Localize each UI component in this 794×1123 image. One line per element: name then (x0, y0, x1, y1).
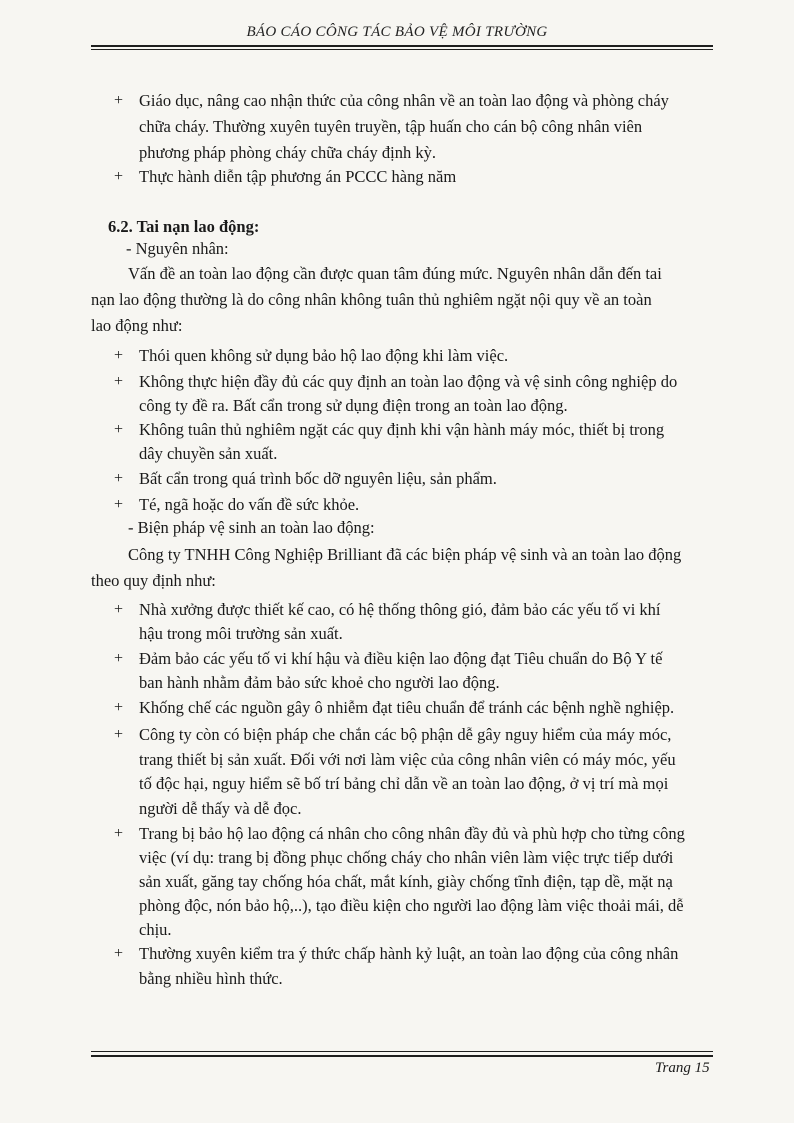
bullet-text-line: chịu. (139, 920, 172, 939)
bullet-text-line: bằng nhiều hình thức. (139, 969, 283, 988)
bullet-text-line: Thực hành diễn tập phương án PCCC hàng năm (139, 167, 457, 186)
bullet-text-line: việc (ví dụ: trang bị đồng phục chống cháy cho nhân viên làm việc trực tiếp dưới (139, 848, 674, 867)
bullet-text-line: Trang bị bảo hộ lao động cá nhân cho công nhân đầy đủ và phù hợp cho từng công (139, 824, 685, 843)
bullet-plus-icon: + (114, 699, 124, 716)
header-rule-thick (91, 45, 713, 47)
bullet-text-line: Té, ngã hoặc do vấn đề sức khỏe. (139, 495, 360, 514)
bullet-text-line: chữa cháy. Thường xuyên tuyên truyền, tập huấn cho cán bộ công nhân viên (139, 117, 643, 136)
bullet-plus-icon: + (114, 92, 124, 109)
bullet-plus-icon: + (114, 421, 124, 438)
report-header-title: BÁO CÁO CÔNG TÁC BẢO VỆ MÔI TRƯỜNG (246, 24, 548, 40)
bullet-plus-icon: + (114, 945, 124, 962)
bullet-text-line: tố độc hại, nguy hiểm sẽ bố trí bảng chỉ dẫn về an toàn lao động, ở vị trí mà mọi (139, 774, 669, 793)
bullet-text-line: phòng độc, nón bảo hộ,..), tạo điều kiện cho người lao động làm việc thoải mái, dễ (139, 896, 684, 915)
paragraph-line: Vấn đề an toàn lao động cần được quan tâm đúng mức. Nguyên nhân dẫn đến tai (128, 264, 662, 283)
footer-rule-thin (91, 1051, 713, 1052)
bullet-text-line: công ty đề ra. Bất cẩn trong sử dụng điện trong an toàn lao động. (139, 396, 568, 415)
bullet-text-line: Nhà xưởng được thiết kế cao, có hệ thống thông gió, đảm bảo các yếu tố vi khí (139, 600, 661, 619)
bullet-text-line: người dễ thấy và dễ đọc. (139, 799, 302, 818)
subsection-label-measures: - Biện pháp vệ sinh an toàn lao động: (128, 518, 375, 537)
bullet-plus-icon: + (114, 650, 124, 667)
bullet-text-line: hậu trong môi trường sản xuất. (139, 624, 343, 643)
bullet-text-line: Giáo dục, nâng cao nhận thức của công nhân về an toàn lao động và phòng cháy (139, 91, 669, 110)
bullet-text-line: trang thiết bị sản xuất. Đối với nơi làm việc của công nhân viên có máy móc, yếu (139, 750, 676, 769)
bullet-text-line: Công ty còn có biện pháp che chắn các bộ phận dễ gây nguy hiểm của máy móc, (139, 725, 672, 744)
paragraph-line: Công ty TNHH Công Nghiệp Brilliant đã các biện pháp vệ sinh và an toàn lao động (128, 545, 682, 564)
bullet-text-line: Đảm bảo các yếu tố vi khí hậu và điều kiện lao động đạt Tiêu chuẩn do Bộ Y tế (139, 649, 663, 668)
paragraph-line: theo quy định như: (91, 571, 216, 590)
bullet-plus-icon: + (114, 168, 124, 185)
bullet-plus-icon: + (114, 496, 124, 513)
page-number: Trang 15 (655, 1060, 710, 1076)
bullet-plus-icon: + (114, 347, 124, 364)
bullet-plus-icon: + (114, 825, 124, 842)
bullet-text-line: Không thực hiện đầy đủ các quy định an toàn lao động và vệ sinh công nghiệp do (139, 372, 678, 391)
paragraph-line: nạn lao động thường là do công nhân không tuân thủ nghiêm ngặt nội quy về an toàn (91, 290, 652, 309)
bullet-text-line: Thói quen không sử dụng bảo hộ lao động khi làm việc. (139, 346, 509, 365)
footer-rule-thick (91, 1055, 713, 1057)
bullet-text-line: Khống chế các nguồn gây ô nhiễm đạt tiêu chuẩn để tránh các bệnh nghề nghiệp. (139, 698, 675, 717)
bullet-text-line: Thường xuyên kiểm tra ý thức chấp hành kỷ luật, an toàn lao động của công nhân (139, 944, 679, 963)
bullet-text-line: dây chuyền sản xuất. (139, 444, 278, 463)
bullet-text-line: phương pháp phòng cháy chữa cháy định kỳ. (139, 143, 436, 162)
bullet-text-line: ban hành nhằm đảm bảo sức khoẻ cho người lao động. (139, 673, 500, 692)
bullet-plus-icon: + (114, 601, 124, 618)
bullet-plus-icon: + (114, 470, 124, 487)
bullet-text-line: sản xuất, găng tay chống hóa chất, mắt kính, giày chống tĩnh điện, tạp dề, mặt nạ (139, 872, 673, 891)
section-heading: 6.2. Tai nạn lao động: (108, 217, 260, 236)
bullet-text-line: Bất cẩn trong quá trình bốc dỡ nguyên liệu, sản phẩm. (139, 469, 497, 488)
header-rule-thin (91, 49, 713, 50)
bullet-plus-icon: + (114, 726, 124, 743)
paragraph-line: lao động như: (91, 316, 183, 335)
subsection-label-causes: - Nguyên nhân: (126, 239, 229, 258)
bullet-text-line: Không tuân thủ nghiêm ngặt các quy định khi vận hành máy móc, thiết bị trong (139, 420, 665, 439)
bullet-plus-icon: + (114, 373, 124, 390)
